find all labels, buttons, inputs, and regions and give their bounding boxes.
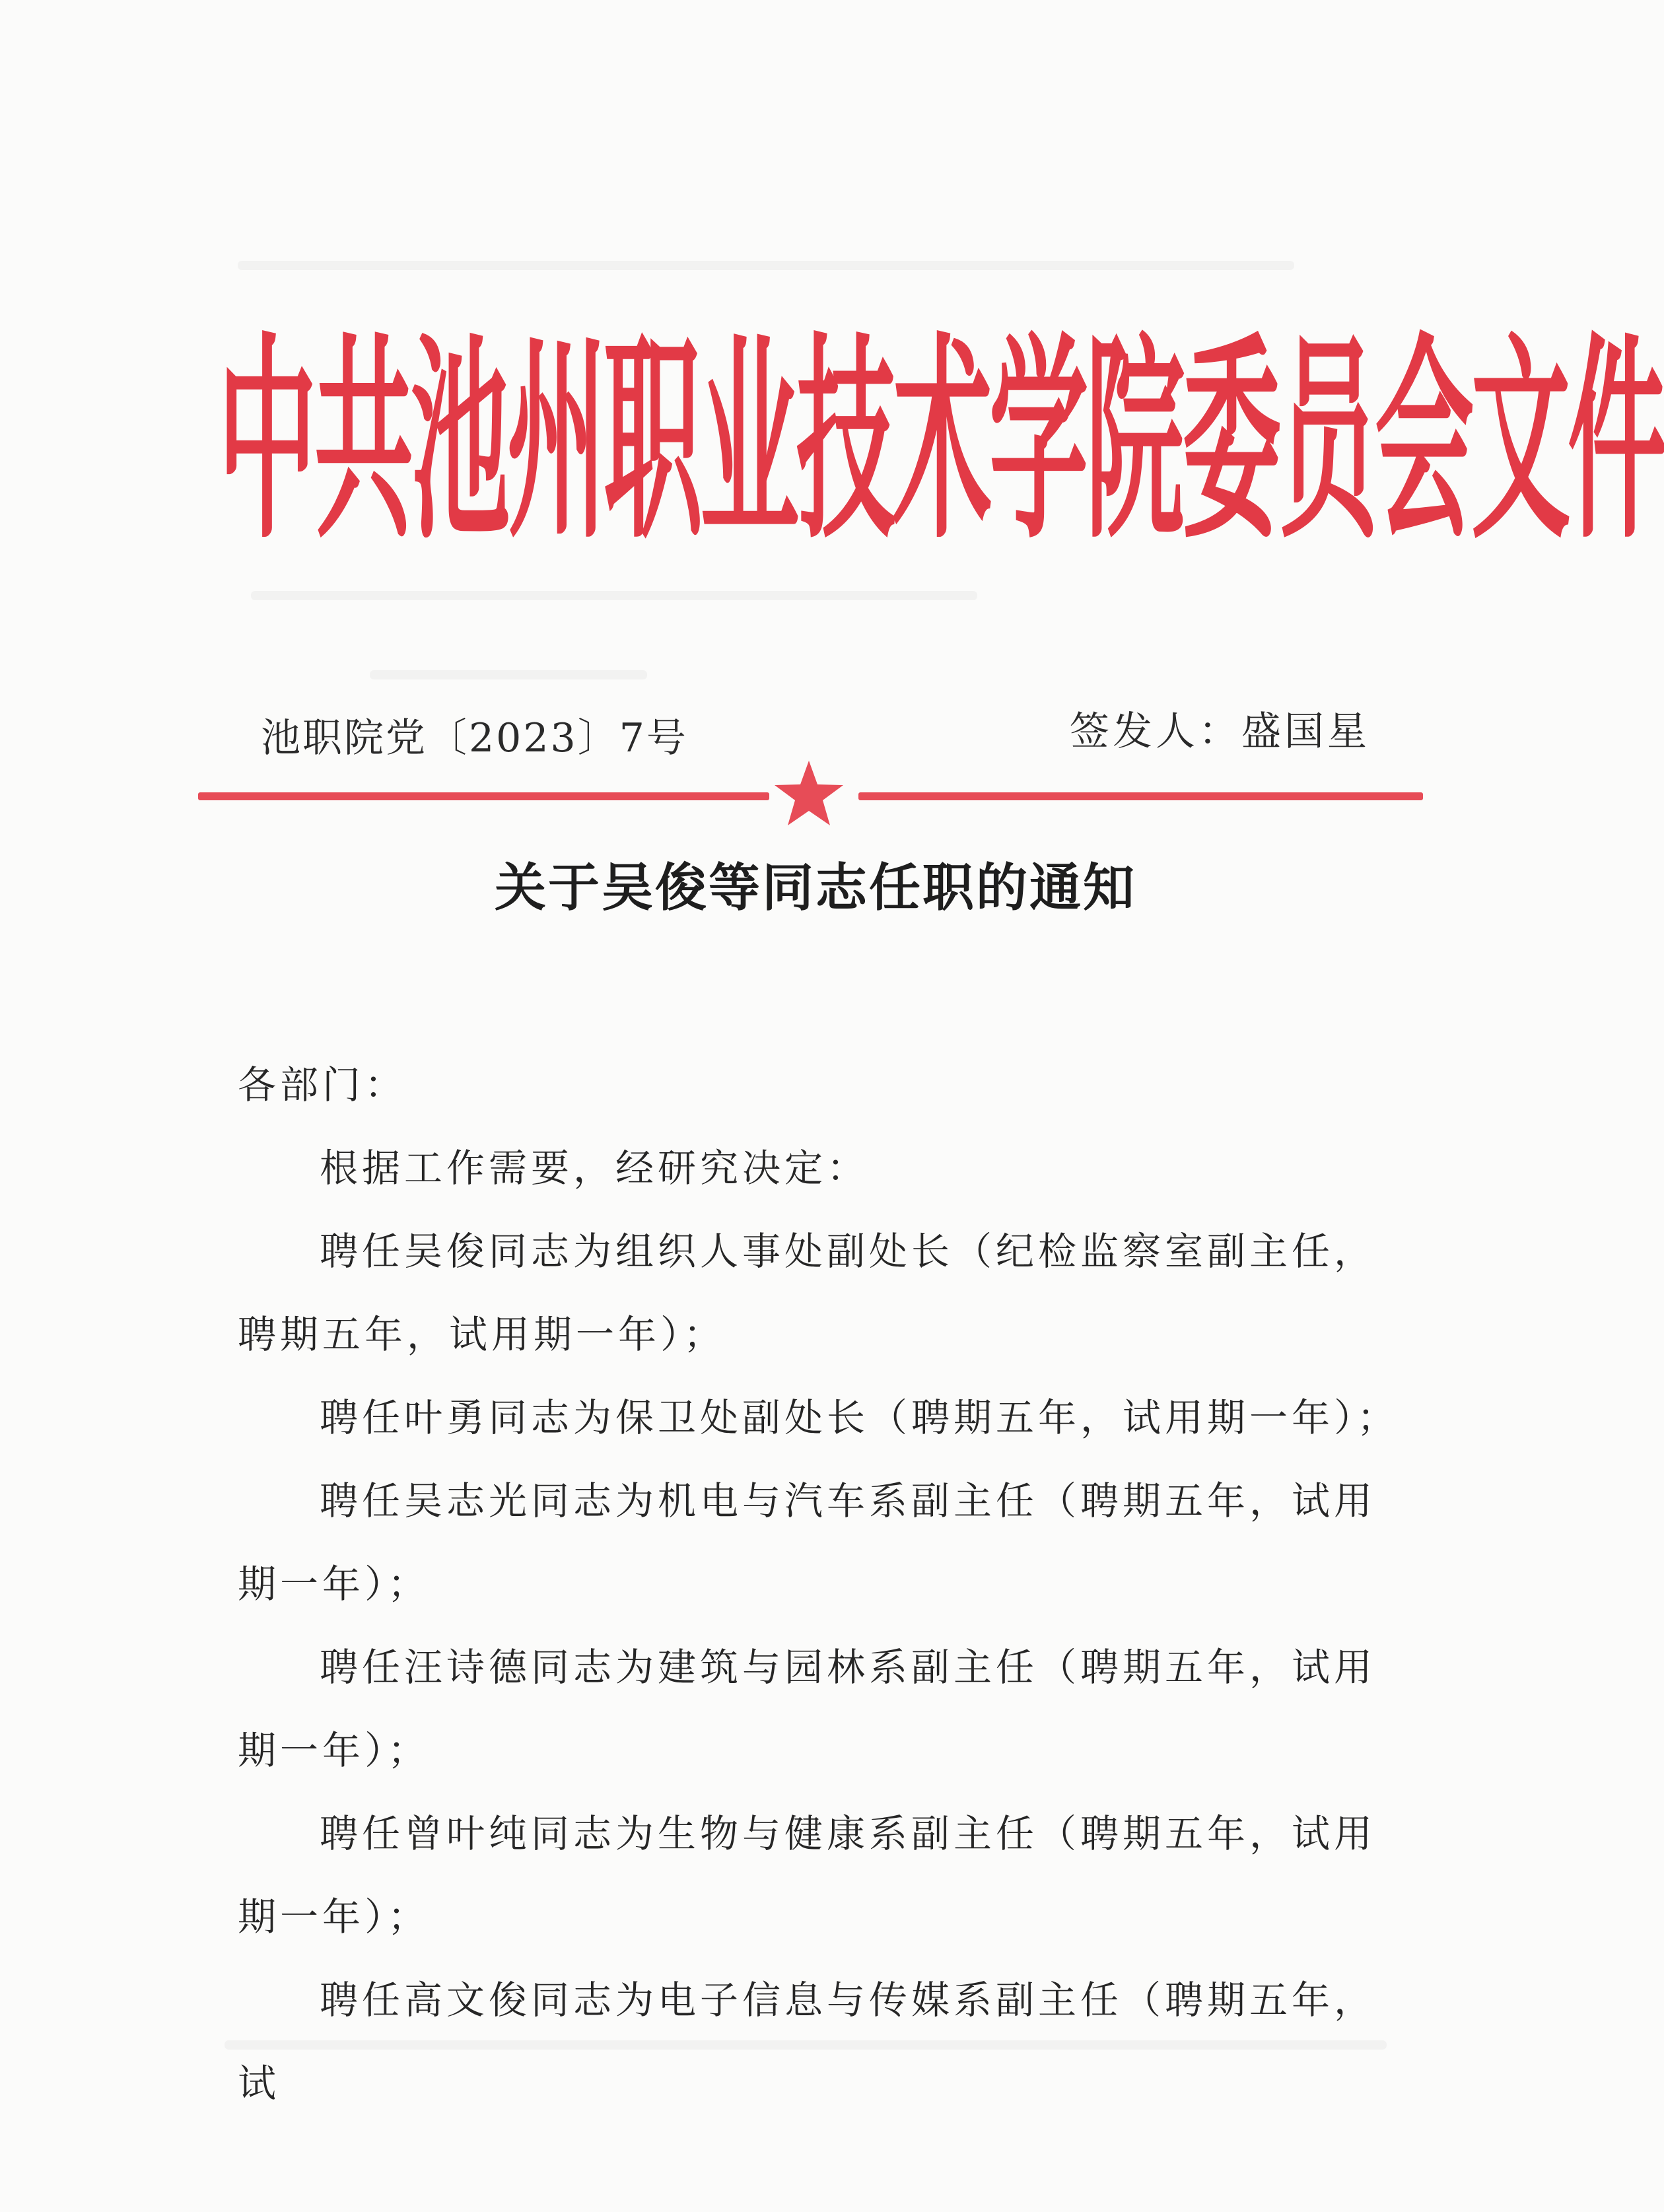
masthead-char: 会 <box>1375 316 1472 569</box>
red-rule-right <box>858 792 1423 800</box>
masthead-char: 学 <box>989 316 1086 569</box>
scan-artifact <box>238 261 1294 270</box>
document-number: 池职院党〔2023〕7号 <box>261 715 688 761</box>
masthead-char: 技 <box>796 316 893 569</box>
masthead-char: 业 <box>700 316 797 569</box>
red-star-icon <box>773 759 845 829</box>
masthead-char: 共 <box>314 316 411 569</box>
body-paragraph: 聘任高文俊同志为电子信息与传媒系副主任（聘期五年，试 <box>238 1978 1377 2106</box>
red-rule-left <box>198 792 769 800</box>
masthead-char: 术 <box>893 316 990 569</box>
scan-artifact <box>251 591 977 600</box>
masthead-char: 中 <box>218 316 315 569</box>
masthead-char: 员 <box>1278 316 1375 569</box>
masthead-char: 池 <box>411 316 508 569</box>
masthead-char: 件 <box>1568 316 1664 569</box>
document-body <box>238 1043 1400 2125</box>
body-paragraph: 聘任吴俊同志为组织人事处副处长（纪检监察室副主任，聘期五年，试用期一年）； <box>238 1229 1377 1357</box>
body-paragraph: 聘任叶勇同志为保卫处副处长（聘期五年，试用期一年）； <box>320 1395 1400 1440</box>
document-title: 关于吴俊等同志任职的通知 <box>494 858 1136 918</box>
masthead-char: 委 <box>1182 316 1279 569</box>
masthead-char: 职 <box>604 316 701 569</box>
masthead-char: 文 <box>1471 316 1568 569</box>
body-paragraph: 根据工作需要，经研究决定： <box>320 1146 870 1191</box>
body-paragraph: 聘任吴志光同志为机电与汽车系副主任（聘期五年，试用期一年）； <box>238 1478 1377 1607</box>
body-paragraph: 聘任曾叶纯同志为生物与健康系副主任（聘期五年，试用期一年）； <box>238 1811 1377 1939</box>
masthead-char: 州 <box>507 316 604 569</box>
scan-artifact <box>370 670 647 679</box>
masthead <box>218 316 1664 569</box>
body-paragraph: 聘任汪诗德同志为建筑与园林系副主任（聘期五年，试用期一年）； <box>238 1645 1377 1773</box>
masthead-char: 院 <box>1086 316 1183 569</box>
signer: 签发人：盛国星 <box>1070 709 1370 755</box>
salutation: 各部门： <box>238 1062 407 1107</box>
